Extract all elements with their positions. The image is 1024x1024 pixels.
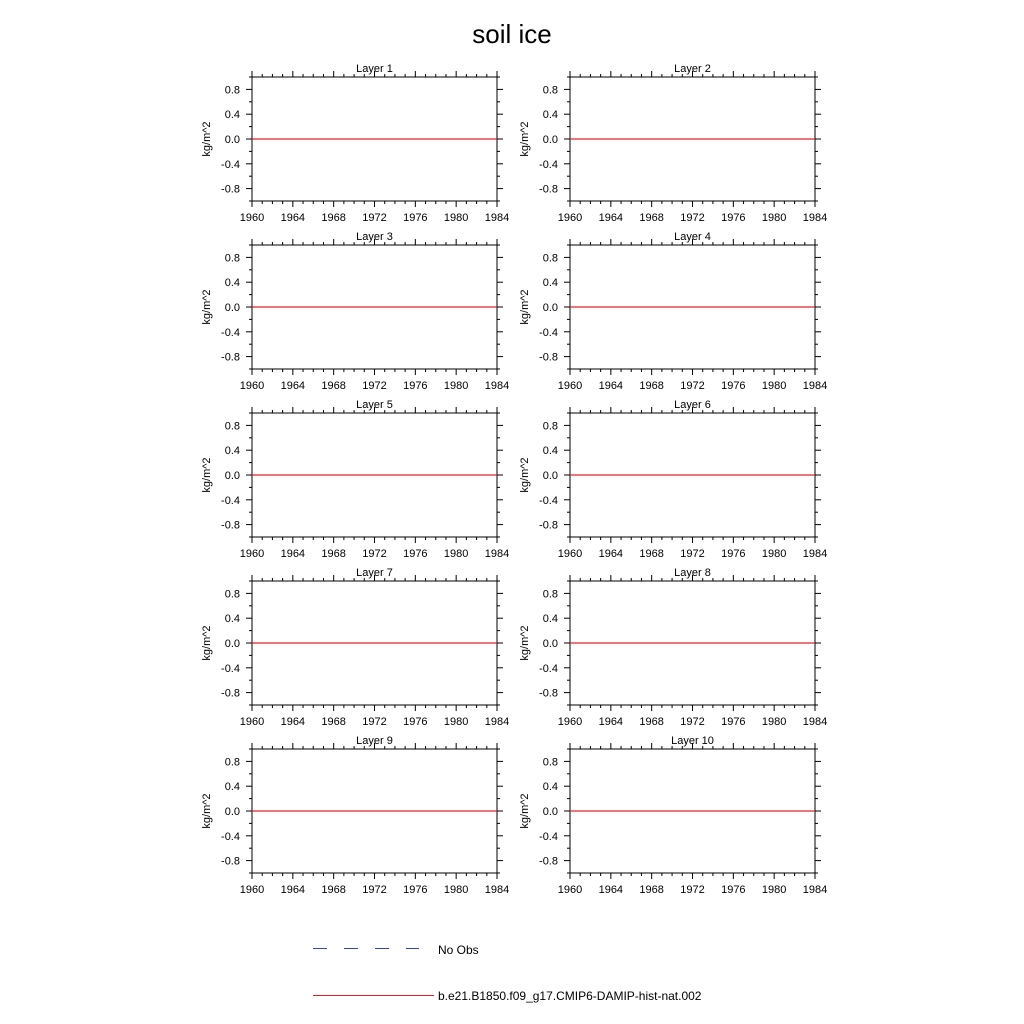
x-tick-label: 1976 (721, 380, 746, 392)
x-tick-label: 1968 (321, 548, 346, 560)
y-tick-label: 0.4 (542, 109, 558, 122)
x-tick-label: 1968 (639, 548, 664, 560)
x-tick-label: 1984 (484, 716, 510, 728)
x-tick-label: 1976 (403, 380, 428, 392)
y-tick-label: 0.8 (542, 252, 558, 265)
panel-title: Layer 3 (356, 231, 393, 243)
y-tick-label: 0.8 (224, 84, 240, 97)
panel-layer-2 (519, 63, 827, 224)
x-tick-label: 1972 (680, 380, 705, 392)
y-tick-label: -0.4 (539, 326, 558, 339)
legend-swatch-model-run (313, 995, 434, 996)
y-axis-label: kg/m^2 (201, 121, 213, 157)
panel-layer-7 (201, 567, 509, 728)
y-tick-label: 0.8 (224, 588, 240, 601)
x-tick-label: 1976 (403, 716, 428, 728)
panel-title: Layer 5 (356, 399, 393, 411)
x-tick-label: 1984 (484, 212, 510, 224)
y-tick-label: -0.4 (221, 326, 240, 339)
y-axis-label: kg/m^2 (519, 625, 531, 661)
y-tick-label: 0.0 (542, 302, 558, 314)
x-tick-label: 1980 (761, 212, 787, 224)
legend-label-no-obs: No Obs (438, 943, 479, 957)
x-tick-label: 1972 (362, 212, 387, 224)
panel-layer-4 (519, 231, 827, 392)
x-tick-label: 1984 (484, 548, 510, 560)
x-tick-label: 1984 (802, 716, 828, 728)
x-tick-label: 1964 (280, 212, 306, 224)
y-tick-label: 0.0 (224, 134, 240, 146)
x-tick-label: 1980 (443, 380, 469, 392)
x-tick-label: 1984 (484, 884, 510, 896)
y-tick-label: 0.0 (542, 638, 558, 650)
x-tick-label: 1964 (598, 548, 624, 560)
panel-title: Layer 10 (671, 735, 714, 747)
panel-layer-5 (201, 399, 509, 560)
x-tick-label: 1980 (761, 716, 787, 728)
x-tick-label: 1976 (721, 884, 746, 896)
y-tick-label: 0.4 (542, 445, 558, 458)
x-tick-label: 1968 (321, 884, 346, 896)
y-tick-label: 0.0 (224, 470, 240, 482)
x-tick-label: 1976 (721, 716, 746, 728)
y-tick-label: -0.4 (539, 494, 558, 507)
panel-layer-6 (519, 399, 827, 560)
panel-layer-1 (201, 63, 509, 224)
y-tick-label: -0.8 (221, 183, 240, 196)
x-tick-label: 1960 (557, 548, 583, 560)
x-tick-label: 1968 (321, 212, 346, 224)
x-tick-label: 1960 (239, 884, 265, 896)
y-tick-label: 0.8 (224, 420, 240, 433)
x-tick-label: 1972 (680, 212, 705, 224)
y-axis-label: kg/m^2 (201, 625, 213, 661)
y-tick-label: 0.0 (542, 806, 558, 818)
y-tick-label: 0.4 (542, 781, 558, 794)
x-tick-label: 1980 (443, 212, 469, 224)
y-tick-label: 0.0 (224, 638, 240, 650)
y-tick-label: -0.8 (221, 855, 240, 868)
x-tick-label: 1972 (362, 716, 387, 728)
x-tick-label: 1984 (802, 212, 828, 224)
y-tick-label: 0.8 (224, 252, 240, 265)
y-tick-label: -0.4 (539, 830, 558, 843)
x-tick-label: 1964 (280, 548, 306, 560)
y-tick-label: -0.8 (221, 519, 240, 532)
y-tick-label: 0.4 (224, 781, 240, 794)
x-tick-label: 1968 (321, 380, 346, 392)
legend-swatch-no-obs (313, 948, 419, 949)
panel-title: Layer 7 (356, 567, 393, 579)
y-tick-label: -0.8 (539, 351, 558, 364)
x-tick-label: 1968 (639, 380, 664, 392)
panel-title: Layer 6 (674, 399, 711, 411)
y-tick-label: -0.4 (539, 662, 558, 675)
x-tick-label: 1976 (403, 212, 428, 224)
x-tick-label: 1972 (362, 548, 387, 560)
y-tick-label: 0.0 (542, 134, 558, 146)
x-tick-label: 1976 (721, 212, 746, 224)
panel-layer-3 (201, 231, 509, 392)
x-tick-label: 1972 (680, 716, 705, 728)
y-tick-label: -0.4 (539, 158, 558, 171)
panel-layer-8 (519, 567, 827, 728)
x-tick-label: 1960 (557, 212, 583, 224)
y-tick-label: -0.8 (221, 351, 240, 364)
y-tick-label: 0.4 (224, 445, 240, 458)
y-tick-label: -0.4 (221, 494, 240, 507)
y-tick-label: 0.8 (542, 84, 558, 97)
x-tick-label: 1968 (321, 716, 346, 728)
y-axis-label: kg/m^2 (201, 793, 213, 829)
y-tick-label: 0.4 (542, 277, 558, 290)
x-tick-label: 1964 (598, 884, 624, 896)
x-tick-label: 1976 (721, 548, 746, 560)
x-tick-label: 1968 (639, 212, 664, 224)
x-tick-label: 1960 (557, 884, 583, 896)
x-tick-label: 1964 (598, 716, 624, 728)
y-tick-label: 0.0 (224, 302, 240, 314)
y-axis-label: kg/m^2 (519, 121, 531, 157)
y-tick-label: 0.8 (542, 588, 558, 601)
y-tick-label: 0.0 (224, 806, 240, 818)
panel-layer-9 (201, 735, 509, 896)
y-tick-label: -0.4 (221, 662, 240, 675)
y-tick-label: 0.4 (224, 109, 240, 122)
x-tick-label: 1980 (761, 548, 787, 560)
y-axis-label: kg/m^2 (201, 289, 213, 325)
y-tick-label: 0.8 (224, 756, 240, 769)
x-tick-label: 1960 (239, 380, 265, 392)
y-axis-label: kg/m^2 (519, 793, 531, 829)
y-tick-label: 0.8 (542, 420, 558, 433)
x-tick-label: 1976 (403, 548, 428, 560)
y-tick-label: -0.8 (539, 183, 558, 196)
x-tick-label: 1960 (557, 380, 583, 392)
x-tick-label: 1980 (443, 884, 469, 896)
y-tick-label: -0.8 (221, 687, 240, 700)
x-tick-label: 1964 (598, 380, 624, 392)
x-tick-label: 1964 (280, 716, 306, 728)
x-tick-label: 1972 (680, 548, 705, 560)
y-tick-label: 0.8 (542, 756, 558, 769)
legend-label-model-run: b.e21.B1850.f09_g17.CMIP6-DAMIP-hist-nat.002 (438, 989, 702, 1003)
x-tick-label: 1980 (761, 884, 787, 896)
y-tick-label: -0.8 (539, 519, 558, 532)
page-title: soil ice (472, 19, 552, 49)
panel-title: Layer 1 (356, 63, 393, 75)
x-tick-label: 1964 (280, 380, 306, 392)
x-tick-label: 1984 (802, 380, 828, 392)
y-axis-label: kg/m^2 (201, 457, 213, 493)
x-tick-label: 1980 (443, 716, 469, 728)
panel-title: Layer 9 (356, 735, 393, 747)
x-tick-label: 1972 (680, 884, 705, 896)
x-tick-label: 1960 (239, 548, 265, 560)
x-tick-label: 1968 (639, 716, 664, 728)
y-tick-label: 0.4 (224, 613, 240, 626)
y-axis-label: kg/m^2 (519, 289, 531, 325)
x-tick-label: 1972 (362, 380, 387, 392)
x-tick-label: 1972 (362, 884, 387, 896)
panel-title: Layer 8 (674, 567, 711, 579)
x-tick-label: 1960 (239, 716, 265, 728)
panel-layer-10 (519, 735, 827, 896)
panel-title: Layer 2 (674, 63, 711, 75)
x-tick-label: 1980 (443, 548, 469, 560)
x-tick-label: 1984 (484, 380, 510, 392)
panel-title: Layer 4 (674, 231, 711, 243)
y-tick-label: -0.8 (539, 687, 558, 700)
x-tick-label: 1960 (239, 212, 265, 224)
y-tick-label: 0.0 (542, 470, 558, 482)
x-tick-label: 1960 (557, 716, 583, 728)
y-tick-label: 0.4 (542, 613, 558, 626)
y-tick-label: 0.4 (224, 277, 240, 290)
y-tick-label: -0.4 (221, 158, 240, 171)
x-tick-label: 1984 (802, 884, 828, 896)
y-tick-label: -0.8 (539, 855, 558, 868)
x-tick-label: 1964 (280, 884, 306, 896)
y-axis-label: kg/m^2 (519, 457, 531, 493)
x-tick-label: 1968 (639, 884, 664, 896)
x-tick-label: 1964 (598, 212, 624, 224)
x-tick-label: 1976 (403, 884, 428, 896)
x-tick-label: 1980 (761, 380, 787, 392)
y-tick-label: -0.4 (221, 830, 240, 843)
x-tick-label: 1984 (802, 548, 828, 560)
